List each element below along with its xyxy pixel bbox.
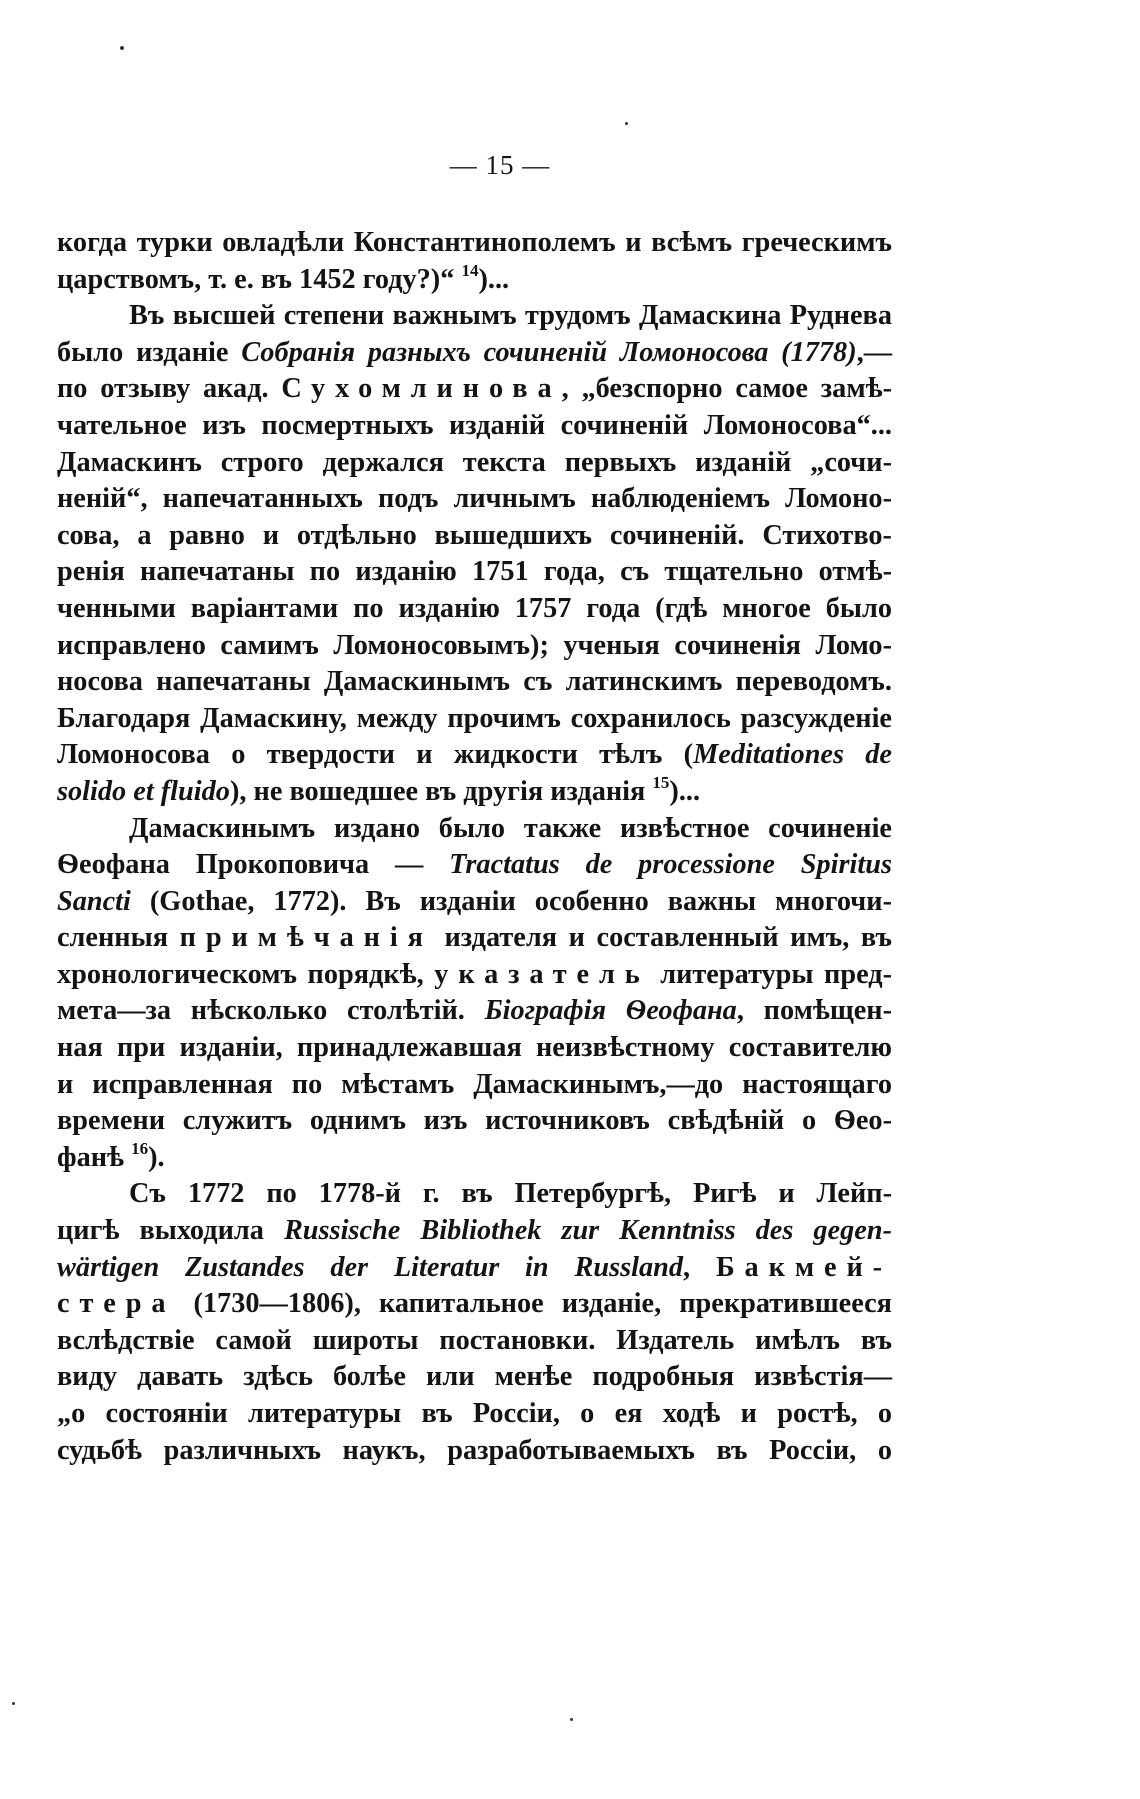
text-line bbox=[57, 1250, 892, 1287]
text-run: сленныя bbox=[57, 922, 180, 954]
text-run: сова, а равно и отдѣльно вышедшихъ сочиненій. Стихотво- bbox=[57, 519, 892, 551]
text-line bbox=[57, 1176, 892, 1213]
text-run: исправлено самимъ Ломоносовымъ); ученыя сочиненія Ломо- bbox=[57, 629, 892, 661]
text-run: издателя и составленный имъ, въ bbox=[432, 922, 892, 954]
text-run: Дамаскинъ строго держался текста первыхъ изданій „сочи- bbox=[57, 446, 892, 478]
text-line bbox=[57, 774, 892, 811]
text-run: хронологическомъ порядкѣ, bbox=[57, 958, 435, 990]
text-line bbox=[57, 1030, 892, 1067]
italic-text: wärtigen Zustandes der Literatur in Russland bbox=[57, 1251, 684, 1283]
text-run: судьбѣ различныхъ наукъ, разработываемыхъ въ Россіи, о bbox=[57, 1434, 892, 1466]
text-run: , „безспорно самое замѣ- bbox=[561, 373, 892, 405]
text-run: вслѣдствіе самой широты постановки. Издатель имѣлъ въ bbox=[57, 1324, 892, 1356]
text-run: ). bbox=[148, 1141, 165, 1173]
text-line bbox=[57, 371, 892, 408]
text-run: Дамаскинымъ издано было также извѣстное сочиненіе bbox=[129, 812, 892, 844]
text-run: мета—за нѣсколько столѣтій. bbox=[57, 995, 485, 1027]
ink-speck bbox=[120, 46, 124, 50]
text-run: )... bbox=[478, 263, 510, 295]
text-run: по отзыву акад. bbox=[57, 373, 282, 405]
text-line bbox=[57, 957, 892, 994]
text-line bbox=[57, 262, 892, 299]
text-line bbox=[57, 408, 892, 445]
italic-text: Meditationes de bbox=[693, 739, 892, 771]
text-line bbox=[57, 1067, 892, 1104]
text-line bbox=[57, 847, 892, 884]
text-run: , помѣщен- bbox=[736, 995, 893, 1027]
footnote-marker: 14 bbox=[461, 260, 479, 280]
spaced-text: Сухомлинова bbox=[281, 373, 562, 405]
text-run: ная при изданіи, принадлежавшая неизвѣстному составителю bbox=[57, 1032, 892, 1064]
text-run: , bbox=[683, 1251, 716, 1283]
text-run: ), не вошедшее въ другія изданія bbox=[229, 775, 653, 807]
spaced-text: стера bbox=[57, 1288, 176, 1320]
text-run: было изданіе bbox=[57, 336, 242, 368]
spaced-text: Бакмей- bbox=[715, 1251, 892, 1283]
text-run: Въ высшей степени важнымъ трудомъ Дамаскина Руднева bbox=[129, 300, 892, 332]
ink-speck bbox=[12, 1702, 15, 1705]
text-line bbox=[57, 811, 892, 848]
text-run: литературы пред- bbox=[649, 958, 892, 990]
text-line bbox=[57, 225, 892, 262]
text-line bbox=[57, 335, 892, 372]
italic-text: Sancti bbox=[57, 885, 131, 917]
italic-text: Біографія Ѳеофана bbox=[484, 995, 737, 1027]
italic-text: Russische Bibliothek zur Kenntniss des gegen- bbox=[283, 1215, 892, 1247]
footnote-marker: 16 bbox=[131, 1138, 149, 1158]
text-run: Благодаря Дамаскину, между прочимъ сохранилось разсужденіе bbox=[57, 702, 892, 734]
text-run: фанѣ bbox=[57, 1141, 132, 1173]
text-line bbox=[57, 884, 892, 921]
footnote-marker: 15 bbox=[652, 772, 670, 792]
text-line bbox=[57, 518, 892, 555]
text-run: (1730—1806), капитальное изданіе, прекратившееся bbox=[175, 1288, 892, 1320]
text-run: царствомъ, т. е. въ 1452 году?)“ bbox=[57, 263, 462, 295]
text-line bbox=[57, 1323, 892, 1360]
text-line bbox=[57, 1433, 892, 1470]
text-run: Ломоносова о твердости и жидкости тѣлъ ( bbox=[57, 739, 694, 771]
text-line bbox=[57, 737, 892, 774]
text-line bbox=[57, 628, 892, 665]
text-line bbox=[57, 445, 892, 482]
text-run: „о состояніи литературы въ Россіи, о ея ходѣ и ростѣ, о bbox=[57, 1398, 892, 1429]
text-run: )... bbox=[669, 775, 701, 807]
ink-speck bbox=[625, 122, 628, 125]
text-line bbox=[57, 920, 892, 957]
text-run: ренія напечатаны по изданію 1751 года, съ тщательно отмѣ- bbox=[57, 556, 892, 588]
text-line bbox=[57, 1286, 892, 1323]
ink-speck bbox=[570, 1718, 573, 1721]
text-line bbox=[57, 481, 892, 518]
text-run: Ѳеофана Прокоповича — bbox=[57, 849, 450, 881]
text-run: Съ 1772 по 1778-й г. въ Петербургѣ, Ригѣ и Лейп- bbox=[129, 1178, 892, 1210]
spaced-text: указатель bbox=[434, 958, 650, 990]
text-line bbox=[57, 1359, 892, 1396]
text-run: носова напечатаны Дамаскинымъ съ латинскимъ переводомъ. bbox=[57, 666, 892, 698]
text-line bbox=[57, 1213, 892, 1250]
text-line bbox=[57, 664, 892, 701]
text-run: (Gothae, 1772). Въ изданіи особенно важны многочи- bbox=[130, 885, 892, 917]
text-line bbox=[57, 1140, 892, 1177]
text-run: неній“, напечатанныхъ подъ личнымъ наблюденіемъ Ломоно- bbox=[57, 483, 892, 515]
body-text bbox=[57, 225, 892, 1469]
text-run: и исправленная по мѣстамъ Дамаскинымъ,—до настоящаго bbox=[57, 1068, 892, 1100]
text-line bbox=[57, 1396, 892, 1433]
text-line bbox=[57, 554, 892, 591]
text-line bbox=[57, 298, 892, 335]
text-run: чательное изъ посмертныхъ изданій сочиненій Ломоносова“... bbox=[57, 409, 892, 441]
italic-text: Собранія разныхъ сочиненій Ломоносова (1778) bbox=[241, 336, 857, 368]
text-run: когда турки овладѣли Константинополемъ и всѣмъ греческимъ bbox=[57, 227, 892, 258]
text-line bbox=[57, 1103, 892, 1140]
text-run: цигѣ выходила bbox=[57, 1215, 284, 1247]
text-run: ченными варіантами по изданію 1757 года (гдѣ многое было bbox=[57, 592, 892, 624]
page-number: — 15 — bbox=[449, 150, 551, 180]
text-line bbox=[57, 701, 892, 738]
italic-text: solido et fluido bbox=[57, 775, 230, 807]
text-line bbox=[57, 993, 892, 1030]
text-run: времени служитъ однимъ изъ источниковъ свѣдѣній о Ѳео- bbox=[57, 1105, 892, 1137]
text-run: ,— bbox=[856, 336, 892, 368]
italic-text: Tractatus de processione Spiritus bbox=[449, 849, 892, 881]
text-line bbox=[57, 591, 892, 628]
text-run: виду давать здѣсь болѣе или менѣе подробныя извѣстія— bbox=[57, 1361, 892, 1393]
spaced-text: примѣчанія bbox=[179, 922, 433, 954]
